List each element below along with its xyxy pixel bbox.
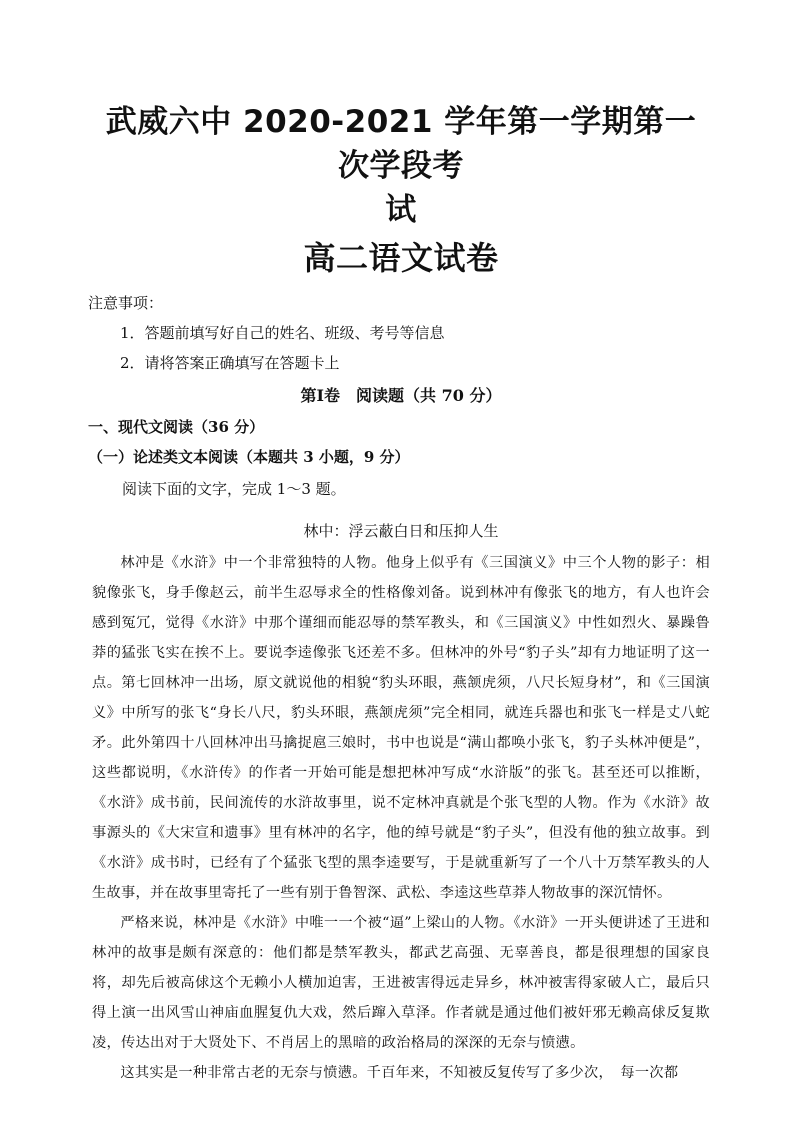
exam-title-line2: 试 (385, 192, 417, 228)
article-paragraph-2: 严格来说，林冲是《水浒》中唯一一个被“逼”上梁山的人物。《水浒》一开头便讲述了王进和林冲的故事是颇有深意的：他们都是禁军教头，都武艺高强、无辜善良，都是很理想的国家良将，却先后被高俅这个无赖小人横加迫害，王进被害得远走异乡，林冲被害得家破人亡，最后只得上演一出风雪山神庙血腥复仇大戏，然后蹿入草泽。作者就是通过他们被奸邪无赖高俅反复欺凌，传达出对于大贤处下、不肖居上的黑暗的政治格局的深深的无奈与愤懑。 (92, 915, 710, 1051)
exam-title-line1: 武威六中 2020-2021 学年第一学期第一次学段考 (105, 104, 697, 184)
article-paragraph-3: 这其实是一种非常古老的无奈与愤懑。千百年来，不知被反复传写了多少次， 每一次都 (120, 1065, 679, 1081)
subsection-title: （一）论述类文本阅读（本题共 3 小题，9 分） (88, 448, 410, 466)
article-paragraph-1: 林冲是《水浒》中一个非常独特的人物。他身上似乎有《三国演义》中三个人物的影子：相貌像张飞，身手像赵云，前半生忍辱求全的性格像刘备。说到林冲有像张飞的地方，有人也许会感到冤冗，觉得《水浒》中那个谨细而能忍辱的禁军教头，和《三国演义》中性如烈火、暴躁鲁莽的猛张飞实在挨不上。要说李逵像张飞还差不多。但林冲的外号“豹子头”却有力地证明了这一点。第七回林冲一出场，原文就说他的相貌“豹头环眼，燕颔虎须，八尺长短身材”，和《三国演义》中所写的张飞“身长八尺，豹头环眼，燕颔虎须”完全相同，就连兵器也和张飞一样是丈八蛇矛。此外第四十八回林冲出马擒捉扈三娘时，书中也说是“满山都唤小张飞，豹子头林冲便是”，这些都说明，《水浒传》的作者一开始可能是想把林冲写成“水浒版”的张飞。甚至还可以推断，《水浒》成书前，民间流传的水浒故事里，说不定林冲真就是个张飞型的人物。作为《水浒》故事源头的《大宋宣和遗事》里有林冲的名字，他的绰号就是“豹子头”，但没有他的独立故事。到《水浒》成书时，已经有了个猛张飞型的黑李逵要写，于是就重新写了一个八十万禁军教头的人生故事，并在故事里寄托了一些有别于鲁智深、武松、李逵这些草莽人物故事的深沉情怀。 (92, 555, 710, 901)
notice-item-1: 1．答题前填写好自己的姓名、班级、考号等信息 (120, 324, 445, 342)
notice-item-2: 2．请将答案正确填写在答题卡上 (120, 354, 340, 372)
article-title: 林中：浮云蔽白日和压抑人生 (303, 522, 499, 540)
reading-instruction: 阅读下面的文字，完成 1～3 题。 (122, 480, 346, 498)
section-one-title: 一、现代文阅读（36 分） (88, 418, 265, 436)
part-one-title: 第Ⅰ卷 阅读题（共 70 分） (300, 386, 502, 405)
exam-subject-title: 高二语文试卷 (303, 239, 499, 277)
notice-heading: 注意事项： (88, 294, 164, 312)
